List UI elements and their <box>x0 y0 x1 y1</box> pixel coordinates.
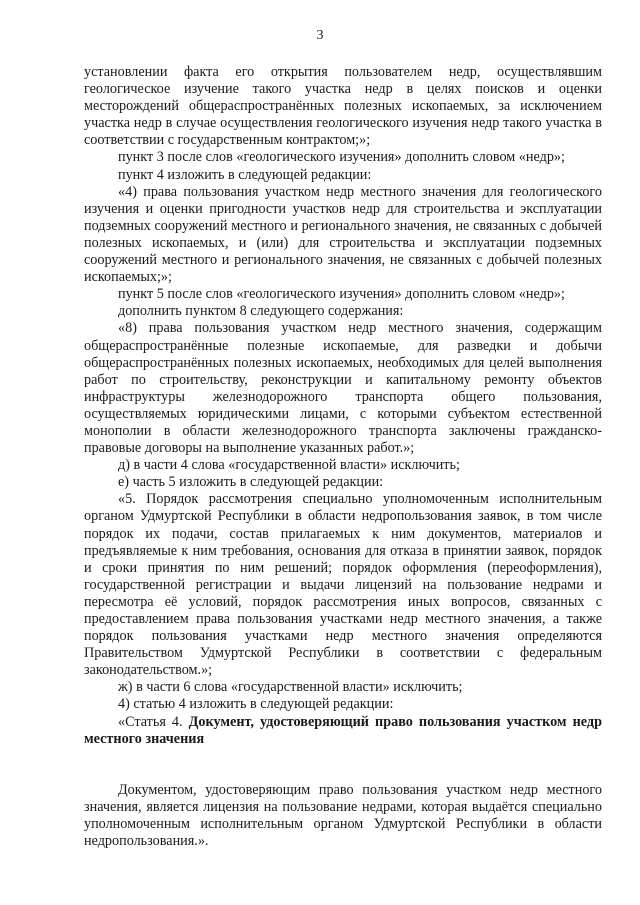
article-heading <box>84 714 602 748</box>
paragraph-article-4-intro: 4) статью 4 изложить в следующей редакции: <box>118 696 394 713</box>
paragraph-item-4-intro: пункт 4 изложить в следующей редакции: <box>118 166 372 183</box>
paragraph-e: е) часть 5 изложить в следующей редакции: <box>118 474 384 491</box>
paragraph-d: д) в части 4 слова «государственной власти» исключить; <box>118 457 460 474</box>
paragraph-part-5-text: «5. Порядок рассмотрения специально уполномоченным исполнительным органом Удмуртской Республики в области недропользования заявок, в том числе порядок их подачи, состав прилагаемых к ним документов, материалов и предъявляемые к ним требования, основания для отказа в принятии заявок, порядок и сроки принятия по ним решений; порядок оформления (переоформления), государственной регистрации и выдачи лицензий на пользование недрами и пересмотра её условий, порядок рассмотрения иных вопросов, связанных с предоставлением права пользования участками недр местного значения, а также порядок пользования участками недр местного значения определяются Правительством Удмуртской Республики в соответствии с федеральным законодательством.»; <box>84 491 602 679</box>
paragraph-zh: ж) в части 6 слова «государственной власти» исключить; <box>118 679 463 696</box>
paragraph-item-3: пункт 3 после слов «геологического изучения» дополнить словом «недр»; <box>118 149 565 166</box>
paragraph-article-4-text: Документом, удостоверяющим право пользования участком недр местного значения, является лицензия на пользование недрами, которая выдаётся специально уполномоченным исполнительным органом Удмуртской Республики в области недропользования.». <box>84 781 602 850</box>
paragraph-continuation: установлении факта его открытия пользователем недр, осуществлявшим геологическое изучение такого участка недр в целях поисков и оценки месторождений общераспространённых полезных ископаемых, за исключением участка недр в случае осуществления геологического изучения недр такого участка в соответствии с государственным контрактом;»; <box>84 64 602 149</box>
article-heading-lead: «Статья 4. <box>118 713 189 730</box>
paragraph-item-5: пункт 5 после слов «геологического изучения» дополнить словом «недр»; <box>118 286 565 303</box>
spacer <box>84 748 602 782</box>
paragraph-item-8-intro: дополнить пунктом 8 следующего содержания: <box>118 303 404 320</box>
article-heading-title: Документ, удостоверяющий право пользования участком недр местного значения <box>84 713 602 747</box>
document-body <box>84 64 602 850</box>
paragraph-item-8-text: «8) права пользования участком недр местного значения, содержащим общераспространённые полезные ископаемые, для разведки и добычи общераспространённых полезных ископаемых, необходимых для целей выполнения работ по строительству, реконструкции и капитальному ремонту объектов инфраструктуры железнодорожного транспорта общего пользования, осуществляемых юридическими лицами, с которыми субъектом естественной монополии в области железнодорожного транспорта заключены гражданско-правовые договоры на выполнение указанных работ.»; <box>84 320 602 457</box>
paragraph-item-4-text: «4) права пользования участком недр местного значения для геологического изучения и оценки пригодности участков недр для строительства и эксплуатации подземных сооружений местного и регионального значения, не связанных с добычей полезных ископаемых, и (или) для строительства и эксплуатации подземных сооружений местного и регионального значения, не связанных с добычей полезных ископаемых;»; <box>84 183 602 286</box>
page-number: 3 <box>316 28 324 43</box>
